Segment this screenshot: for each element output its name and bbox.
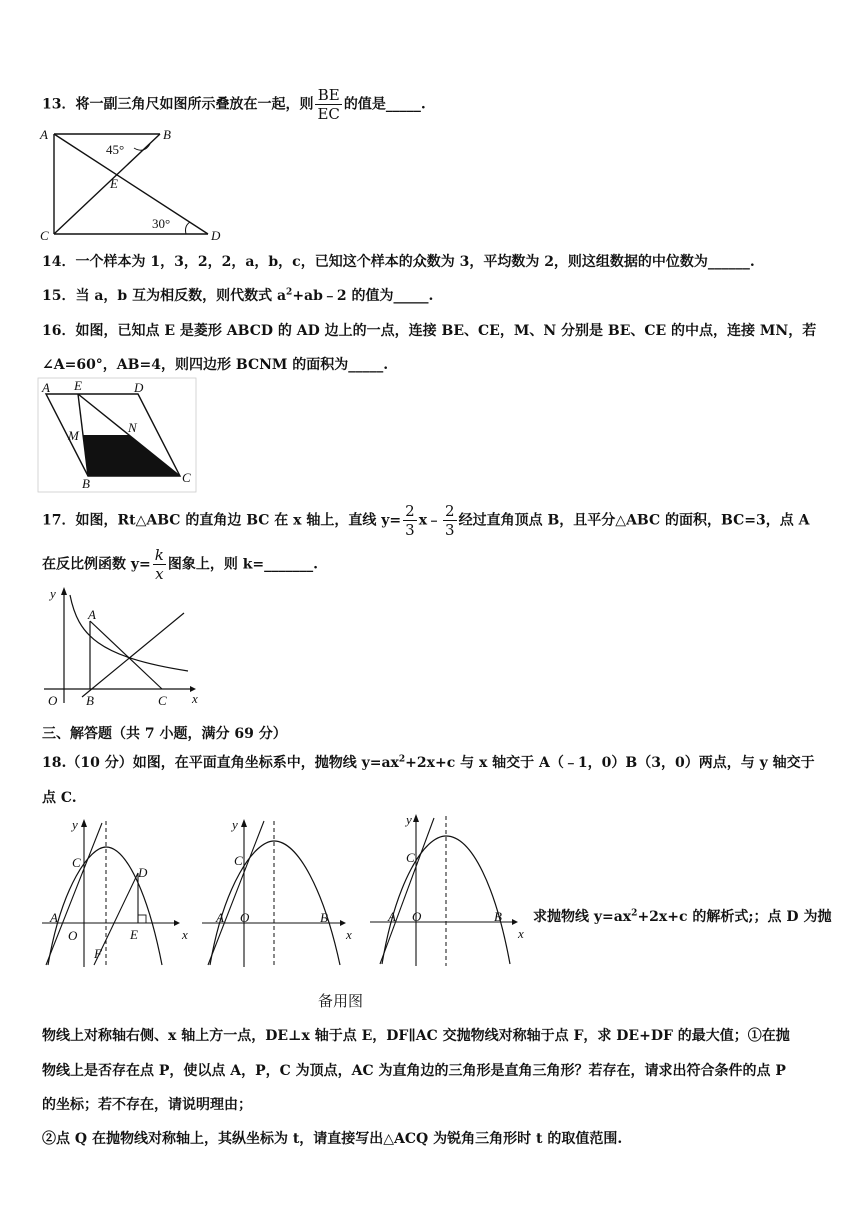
fig3-label-o: O <box>412 909 422 924</box>
fig1-label-y: y <box>72 817 78 832</box>
q15-text: 15．当 a，b 互为相反数，则代数式 $a^2+ab﹣2$ 的值为_____. <box>42 287 434 304</box>
q18-figure-3 <box>368 810 528 970</box>
fig2-label-x: x <box>346 927 352 942</box>
fig2-label-y: y <box>232 817 238 832</box>
section-3-heading: 三、解答题（共 7 小题，满分 69 分） <box>42 726 287 742</box>
q17-label-x: x <box>192 691 198 706</box>
q13-angle-45: 45° <box>106 142 125 157</box>
q18-line1: 18.（10 分）如图，在平面直角坐标系中，抛物线 $y=ax^2+2x+c$ 与 x 轴交于 A（﹣1，0）B（3，0）两点，与 y 轴交于 <box>42 754 815 771</box>
q14-text: 14．一个样本为 1，3，2，2，a，b，c，已知这个样本的众数为 3，平均数为 2，则这组数据的中位数为______. <box>42 254 755 270</box>
q17-label-a: A <box>88 607 96 622</box>
q13-pre: 13．将一副三角尺如图所示叠放在一起，则 <box>42 96 314 113</box>
fig3-label-a: A <box>388 909 396 924</box>
fig3-label-y: y <box>406 812 412 827</box>
q17-frac-1: $\frac{2}{3}$ <box>405 502 415 539</box>
q16-label-e: E <box>74 378 82 393</box>
fig2-label-c: C <box>234 853 243 868</box>
q13-post: 的值是_____. <box>343 96 426 113</box>
q13-label-c: C <box>40 228 49 243</box>
fig1-label-x: x <box>182 927 188 942</box>
q16-label-n: N <box>128 420 137 435</box>
q18-line6: ②点 Q 在抛物线对称轴上，其纵坐标为 t，请直接写出△ACQ 为锐角三角形时 t 的取值范围. <box>42 1131 623 1147</box>
q13-label-a: A <box>40 127 48 142</box>
q18-line4: 物线上是否存在点 P，使以点 A，P，C 为顶点，AC 为直角边的三角形是直角三角形？若存在，请求出符合条件的点 P <box>42 1063 786 1079</box>
q13-label-b: B <box>163 127 171 142</box>
q16-label-a: A <box>42 380 50 395</box>
q18-side-text: 求抛物线 $y=ax^2+2x+c$ 的解析式;；点 D 为抛 <box>533 908 832 925</box>
q17-line1: 17．如图，Rt△ABC 的直角边 BC 在 x 轴上，直线 y= $\frac{2}{3}$ x﹣ $\frac{2}{3}$ 经过直角顶点 B，且平分△ABC 的面积，BC=3，点 A <box>42 502 810 539</box>
q17-line2: 在反比例函数 y= $\frac{k}{x}$ 图象上，则 k=_______. <box>42 546 319 583</box>
q13-text <box>42 86 426 123</box>
q16-line2: ∠A=60°，AB=4，则四边形 BCNM 的面积为_____. <box>42 357 389 373</box>
fig1-label-a: A <box>50 910 58 925</box>
q18-line3: 物线上对称轴右侧、x 轴上方一点，DE⊥x 轴于点 E，DF∥AC 交抛物线对称轴于点 F，求 DE+DF 的最大值；①在抛 <box>42 1028 790 1044</box>
q16-label-m: M <box>68 428 79 443</box>
q17-label-b: B <box>86 693 94 708</box>
fig3-label-c: C <box>406 850 415 865</box>
q13-label-e: E <box>110 176 118 191</box>
fig1-label-o: O <box>68 928 78 943</box>
backup-figure-caption: 备用图 <box>318 992 364 1010</box>
q17-frac-k-over-x: $\frac{k}{x}$ <box>154 546 164 583</box>
fig1-label-f: F <box>94 946 102 961</box>
q18-figure-1 <box>40 815 190 970</box>
q17-frac-2: $\frac{2}{3}$ <box>445 502 455 539</box>
fig1-label-c: C <box>72 855 81 870</box>
q16-label-c: C <box>182 470 191 485</box>
q13-fraction: $\frac{BE}{EC}$ <box>317 86 340 123</box>
fig2-label-b: B <box>320 910 328 925</box>
q17-label-c: C <box>158 693 167 708</box>
q16-label-b: B <box>82 476 90 491</box>
q18-figure-2 <box>200 815 355 970</box>
fig3-label-b: B <box>494 909 502 924</box>
fig1-label-d: D <box>138 865 148 880</box>
q13-figure <box>38 126 238 246</box>
q17-label-o: O <box>48 693 58 708</box>
q16-figure <box>38 378 198 493</box>
q16-line1: 16．如图，已知点 E 是菱形 ABCD 的 AD 边上的一点，连接 BE、CE，M、N 分别是 BE、CE 的中点，连接 MN，若 <box>42 323 817 339</box>
q16-label-d: D <box>134 380 144 395</box>
q17-label-y: y <box>50 586 56 601</box>
q13-label-d: D <box>211 228 221 243</box>
fig3-label-x: x <box>518 926 524 941</box>
q13-angle-30: 30° <box>152 216 171 231</box>
q17-figure <box>38 585 208 710</box>
q18-line5: 的坐标；若不存在，请说明理由； <box>42 1097 252 1113</box>
fig2-label-a: A <box>216 910 224 925</box>
fig2-label-o: O <box>240 910 250 925</box>
fig1-label-e: E <box>130 927 138 942</box>
q18-line2: 点 C. <box>42 790 77 806</box>
